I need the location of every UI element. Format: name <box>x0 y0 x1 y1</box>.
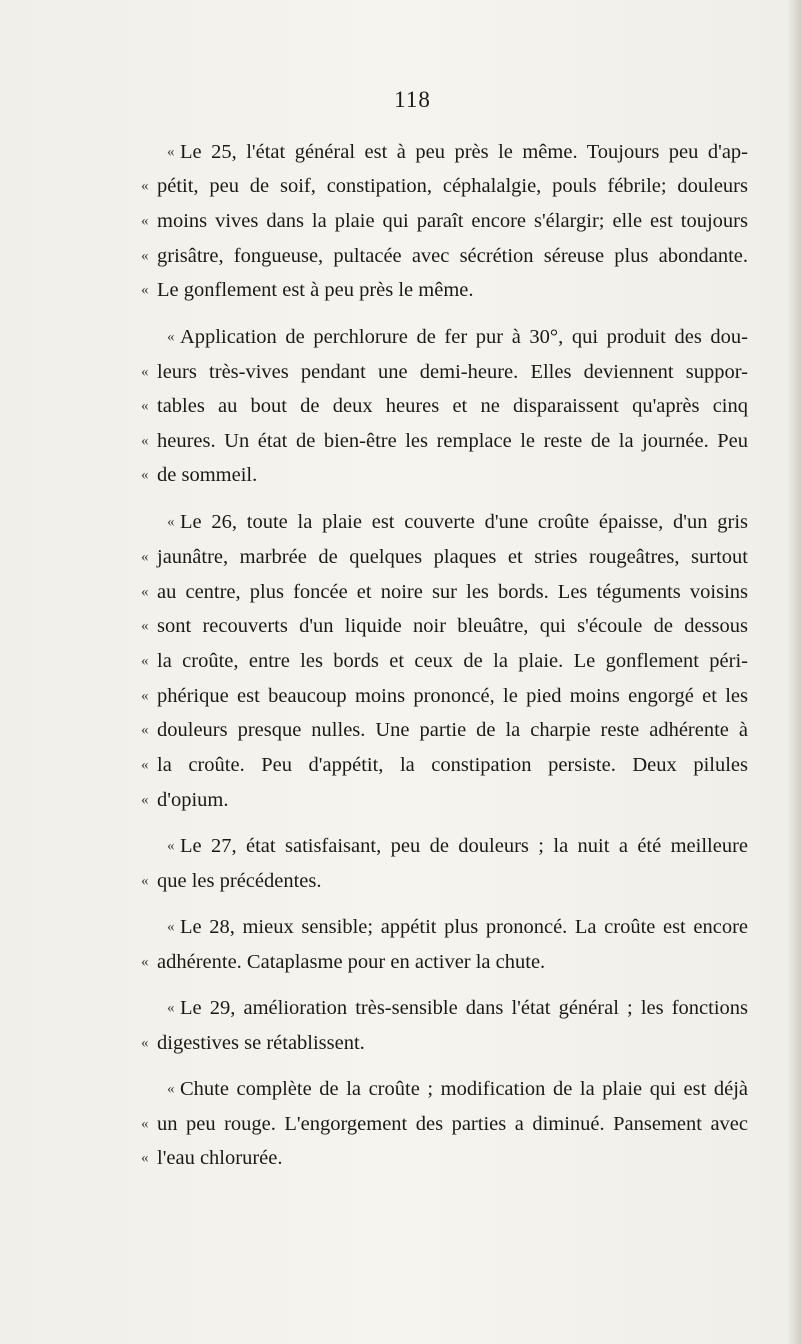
quote-marker: « <box>167 329 175 345</box>
quote-marker: « <box>141 618 149 634</box>
text-line: grisâtre, fongueuse, pultacée avec sécrétion séreuse plus abondante. <box>157 245 748 267</box>
quote-marker: « <box>167 144 175 160</box>
text-line: heures. Un état de bien-être les remplace le reste de la journée. Peu <box>157 430 748 452</box>
text-line: Application de perchlorure de fer pur à 30°, qui produit des dou- <box>180 326 748 348</box>
quote-marker: « <box>141 1116 149 1132</box>
text-line: sont recouverts d'un liquide noir bleuâtre, qui s'écoule de dessous <box>157 615 748 637</box>
quote-marker: « <box>141 954 149 970</box>
quote-marker: « <box>141 467 149 483</box>
quote-marker: « <box>167 838 175 854</box>
text-line: Chute complète de la croûte ; modification de la plaie qui est déjà <box>180 1078 748 1100</box>
quote-marker: « <box>141 873 149 889</box>
text-line: leurs très-vives pendant une demi-heure. Elles deviennent suppor- <box>157 361 748 383</box>
text-line: Le 27, état satisfaisant, peu de douleurs ; la nuit a été meilleure <box>180 835 748 857</box>
text-line: la croûte. Peu d'appétit, la constipation persiste. Deux pilules <box>157 754 748 776</box>
text-line: de sommeil. <box>157 464 258 486</box>
quote-marker: « <box>141 398 149 414</box>
quote-marker: « <box>141 1035 149 1051</box>
text-line: l'eau chlorurée. <box>157 1147 283 1169</box>
quote-marker: « <box>167 514 175 530</box>
text-line: Le 28, mieux sensible; appétit plus prononcé. La croûte est encore <box>180 916 748 938</box>
quote-marker: « <box>141 584 149 600</box>
text-line: phérique est beaucoup moins prononcé, le pied moins engorgé et les <box>157 685 748 707</box>
text-line: Le 29, amélioration très-sensible dans l'état général ; les fonctions <box>180 997 748 1019</box>
quote-marker: « <box>141 757 149 773</box>
quote-marker: « <box>141 213 149 229</box>
page-edge-shadow <box>787 0 801 1344</box>
text-line: Le 26, toute la plaie est couverte d'une croûte épaisse, d'un gris <box>180 511 748 533</box>
quote-marker: « <box>141 364 149 380</box>
text-line: pétit, peu de soif, constipation, céphalalgie, pouls fébrile; douleurs <box>157 175 748 197</box>
text-line: un peu rouge. L'engorgement des parties a diminué. Pansement avec <box>157 1113 748 1135</box>
text-line: douleurs presque nulles. Une partie de la charpie reste adhérente à <box>157 719 748 741</box>
text-line: au centre, plus foncée et noire sur les bords. Les téguments voisins <box>157 581 748 603</box>
text-line: d'opium. <box>157 789 229 811</box>
text-line: tables au bout de deux heures et ne disparaissent qu'après cinq <box>157 395 748 417</box>
quote-marker: « <box>141 282 149 298</box>
text-line: Le 25, l'état général est à peu près le même. Toujours peu d'ap- <box>180 141 748 163</box>
quote-marker: « <box>167 1081 175 1097</box>
text-line: moins vives dans la plaie qui paraît encore s'élargir; elle est toujours <box>157 210 748 232</box>
quote-marker: « <box>141 1150 149 1166</box>
text-line: digestives se rétablissent. <box>157 1032 365 1054</box>
quote-marker: « <box>141 792 149 808</box>
quote-marker: « <box>141 688 149 704</box>
quote-marker: « <box>141 248 149 264</box>
quote-marker: « <box>141 549 149 565</box>
text-line: la croûte, entre les bords et ceux de la plaie. Le gonflement péri- <box>157 650 748 672</box>
quote-marker: « <box>167 919 175 935</box>
quote-marker: « <box>141 722 149 738</box>
page-number: 118 <box>394 87 431 112</box>
text-line: Le gonflement est à peu près le même. <box>157 279 474 301</box>
text-line: jaunâtre, marbrée de quelques plaques et stries rougeâtres, surtout <box>157 546 748 568</box>
text-line: adhérente. Cataplasme pour en activer la chute. <box>157 951 546 973</box>
quote-marker: « <box>167 1000 175 1016</box>
quote-marker: « <box>141 178 149 194</box>
text-line: que les précédentes. <box>157 870 322 892</box>
quote-marker: « <box>141 433 149 449</box>
quote-marker: « <box>141 653 149 669</box>
